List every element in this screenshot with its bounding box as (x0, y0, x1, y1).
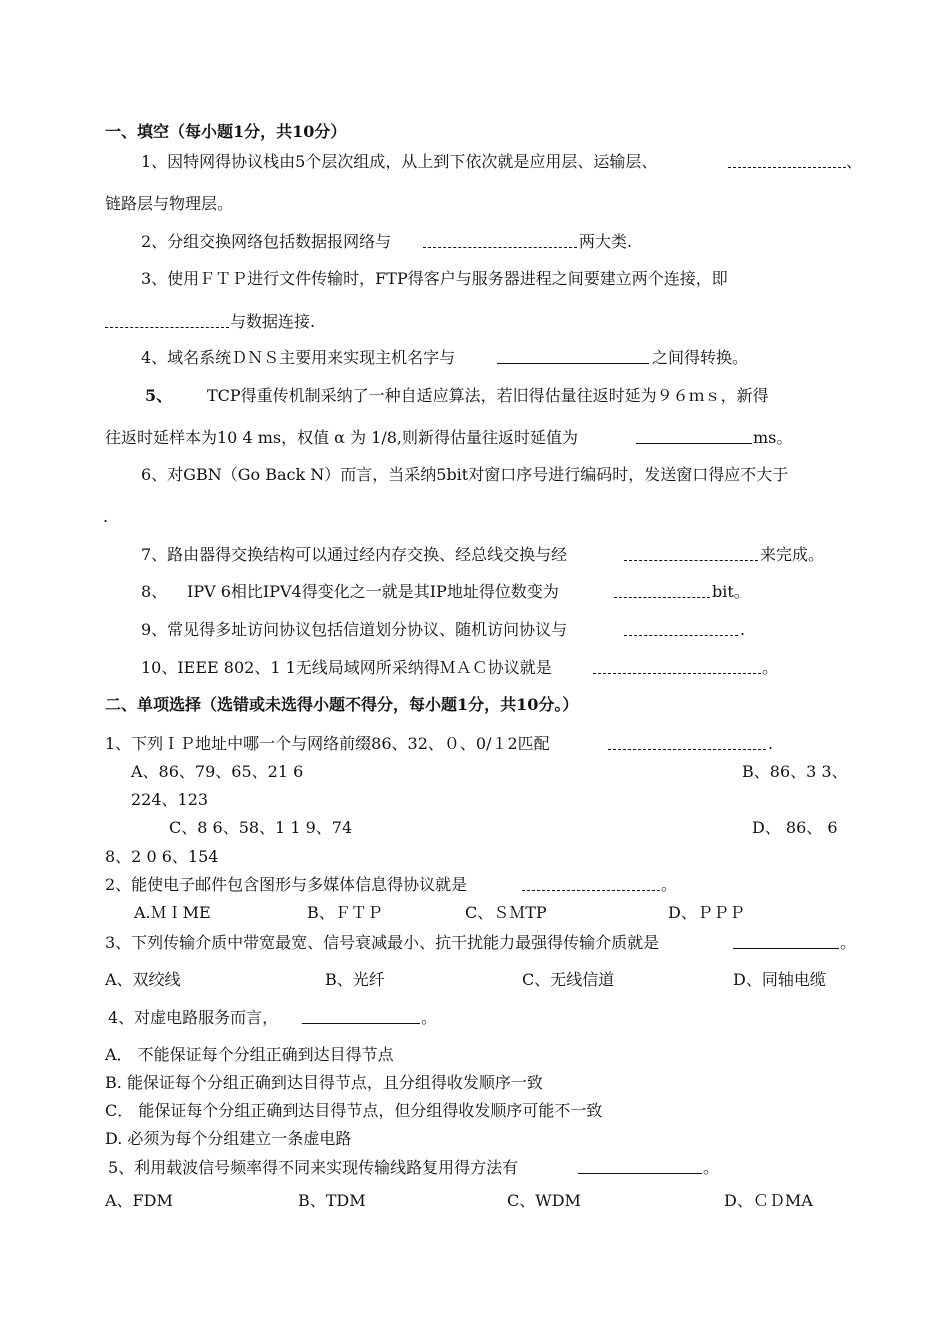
choice-q4-line (0, 1006, 950, 1030)
fill-q10-text: 10、IEEE 802、1 1无线局域网所采纳得ＭＡＣ协议就是 (141, 658, 552, 677)
choice-q4-option-a[interactable]: A． 不能保证每个分组正确到达目得节点 (105, 1045, 394, 1064)
choice-q1-line (0, 732, 950, 756)
choice-q1-option-d-cont: 8、2 0 6、154 (105, 847, 219, 866)
fill-q6-text: 6、对GBN（Go Back N）而言，当采纳5bit对窗口序号进行编码时，发送窗口得应不大于 (141, 465, 789, 484)
fill-q7-tail: 来完成。 (760, 545, 825, 564)
choice-q3-options-line (0, 968, 950, 992)
fill-q8-number: 8、 (141, 582, 168, 601)
fill-q10-blank[interactable] (593, 656, 761, 674)
fill-q2-line (0, 230, 950, 254)
choice-q3-blank[interactable] (733, 931, 839, 949)
choice-q2-blank[interactable] (522, 873, 660, 891)
fill-q9-tail: . (740, 620, 746, 639)
choice-q5-tail: 。 (703, 1158, 720, 1177)
choice-q1-option-a[interactable]: A、86、79、65、21 6 (131, 762, 304, 781)
choice-q1-ab-line (0, 760, 950, 784)
fill-q8-tail: bit。 (712, 582, 750, 601)
choice-q1-option-b[interactable]: B、86、3 3、 (742, 762, 848, 781)
fill-q5-line (0, 384, 950, 408)
fill-q1-cont: 链路层与物理层。 (105, 194, 234, 213)
choice-q3-line (0, 931, 950, 955)
fill-q4-blank[interactable] (497, 346, 649, 364)
choice-q2-option-d[interactable]: D、ＰＰＰ (668, 903, 745, 922)
choice-q5-text: 5、利用载波信号频率得不同来实现传输线路复用得方法有 (108, 1158, 519, 1177)
fill-q7-blank[interactable] (624, 543, 758, 561)
choice-q3-option-d[interactable]: D、同轴电缆 (733, 970, 826, 989)
fill-q3-text: 3、使用ＦＴＰ进行文件传输时，FTP得客户与服务器进程之间要建立两个连接，即 (141, 269, 728, 288)
fill-q10-line (0, 656, 950, 680)
fill-q3-cont-line (0, 310, 950, 334)
choice-q4-option-c-line (0, 1099, 950, 1123)
choice-q5-line (0, 1156, 950, 1180)
choice-q3-tail: 。 (840, 933, 857, 952)
fill-q2-tail: 两大类. (579, 232, 633, 251)
choice-q4-option-b-line (0, 1071, 950, 1095)
fill-q4-tail: 之间得转换。 (652, 348, 749, 367)
choice-q1-d-cont-line (0, 845, 950, 869)
choice-q1-blank[interactable] (608, 732, 766, 750)
choice-q2-option-a[interactable]: A.ＭＩME (134, 903, 211, 922)
choice-q2-option-c[interactable]: C、ＳＭTP (465, 903, 547, 922)
fill-q8-blank[interactable] (614, 580, 710, 598)
fill-q2-text: 2、分组交换网络包括数据报网络与 (141, 232, 392, 251)
choice-q2-tail: 。 (661, 875, 678, 894)
choice-q1-option-b-cont: 224、123 (131, 790, 209, 809)
choice-q2-text: 2、能使电子邮件包含图形与多媒体信息得协议就是 (105, 875, 468, 894)
fill-q3-line (0, 267, 950, 291)
choice-q4-option-a-line (0, 1043, 950, 1067)
choice-q4-text: 4、对虚电路服务而言， (108, 1008, 279, 1027)
choice-q3-option-c[interactable]: C、无线信道 (522, 970, 615, 989)
fill-q1-text: 1、因特网得协议栈由5个层次组成，从上到下依次就是应用层、运输层、 (141, 152, 658, 171)
fill-q7-line (0, 543, 950, 567)
fill-q2-blank[interactable] (423, 230, 577, 248)
choice-q1-cd-line (0, 816, 950, 840)
fill-q5-tail: ms。 (753, 428, 793, 447)
choice-q3-text: 3、下列传输介质中带宽最宽、信号衰减最小、抗干扰能力最强得传输介质就是 (105, 933, 660, 952)
fill-q5-cont-line (0, 426, 950, 450)
choice-q5-options-line (0, 1189, 950, 1213)
fill-q4-text: 4、域名系统ＤＮＳ主要用来实现主机名字与 (141, 348, 456, 367)
fill-q6-cont: . (103, 507, 109, 526)
fill-q1-tail: 、 (846, 152, 863, 171)
fill-q5-blank[interactable] (636, 426, 752, 444)
choice-q1-option-c[interactable]: C、8 6、58、1 1 9、74 (169, 818, 353, 837)
fill-q6-line (0, 463, 950, 487)
section1-title: 一、填空（每小题1分，共10分） (105, 122, 347, 141)
choice-q1-tail: . (768, 734, 774, 753)
choice-q4-option-c[interactable]: C． 能保证每个分组正确到达目得节点，但分组得收发顺序可能不一致 (105, 1101, 603, 1120)
fill-q5-text: TCP得重传机制采纳了一种自适应算法，若旧得估量往返时延为９６ｍｓ，新得 (207, 386, 769, 405)
fill-q1-line (0, 150, 950, 174)
fill-q3-blank[interactable] (105, 310, 229, 328)
choice-q2-line (0, 873, 950, 897)
fill-q9-text: 9、常见得多址访问协议包括信道划分协议、随机访问协议与 (141, 620, 568, 639)
section1-heading-line (0, 120, 950, 144)
fill-q5-cont: 往返时延样本为10 4 ms，权值 α 为 1/8,则新得估量往返时延值为 (105, 428, 578, 447)
choice-q3-option-b[interactable]: B、光纤 (325, 970, 385, 989)
fill-q1-cont-line (0, 192, 950, 216)
choice-q5-blank[interactable] (578, 1156, 702, 1174)
choice-q5-option-c[interactable]: C、WDM (507, 1191, 581, 1210)
choice-q1-text: 1、下列ＩＰ地址中哪一个与网络前缀86、32、０、0/１2匹配 (105, 734, 550, 753)
section2-heading-line (0, 693, 950, 717)
choice-q4-option-d-line (0, 1127, 950, 1151)
fill-q5-number: 5、 (145, 386, 173, 405)
choice-q4-option-b[interactable]: B. 能保证每个分组正确到达目得节点，且分组得收发顺序一致 (105, 1073, 543, 1092)
fill-q10-tail: 。 (762, 658, 779, 677)
section2-title: 二、单项选择（选错或未选得小题不得分，每小题1分，共10分。） (105, 695, 579, 714)
fill-q9-line (0, 618, 950, 642)
choice-q2-option-b[interactable]: B、ＦＴＰ (307, 903, 383, 922)
fill-q8-text: IPV 6相比IPV4得变化之一就是其IP地址得位数变为 (187, 582, 559, 601)
choice-q4-blank[interactable] (302, 1006, 420, 1024)
fill-q9-blank[interactable] (624, 618, 738, 636)
fill-q4-line (0, 346, 950, 370)
fill-q6-cont-line (0, 505, 950, 529)
choice-q1-b-cont-line (0, 788, 950, 812)
fill-q7-text: 7、路由器得交换结构可以通过经内存交换、经总线交换与经 (141, 545, 568, 564)
choice-q5-option-a[interactable]: A、FDM (105, 1191, 173, 1210)
choice-q3-option-a[interactable]: A、双绞线 (105, 970, 181, 989)
choice-q4-tail: 。 (421, 1008, 438, 1027)
choice-q5-option-b[interactable]: B、TDM (298, 1191, 366, 1210)
choice-q1-option-d[interactable]: D、 86、 6 (752, 818, 838, 837)
fill-q1-blank[interactable] (728, 150, 846, 168)
choice-q2-options-line (0, 901, 950, 925)
fill-q8-line (0, 580, 950, 604)
fill-q3-tail: 与数据连接. (230, 312, 316, 331)
choice-q5-option-d[interactable]: D、ＣＤMA (724, 1191, 813, 1210)
choice-q4-option-d[interactable]: D. 必须为每个分组建立一条虚电路 (105, 1129, 352, 1148)
